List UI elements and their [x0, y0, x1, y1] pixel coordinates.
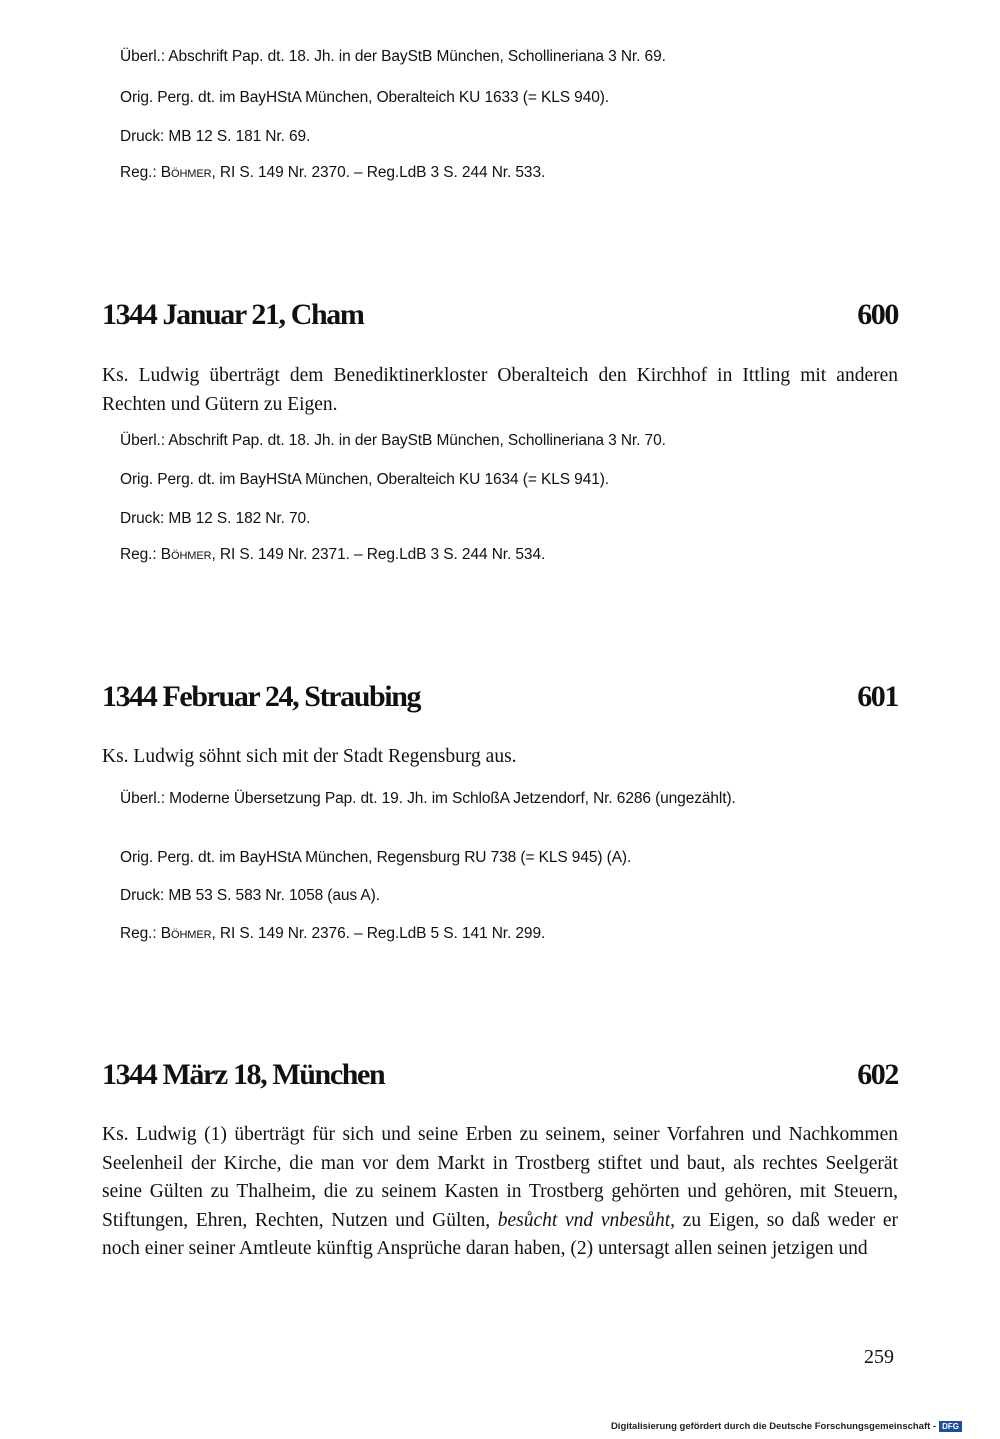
reg-prefix: Reg.:	[120, 546, 161, 563]
druck-line: Druck: MB 12 S. 181 Nr. 69.	[120, 128, 311, 145]
summary-text: Ks. Ludwig (1) überträgt für sich und seine Erben zu seinem, seiner Vorfahren und Nachkommen Seelenheil der Kirche, die man vor dem Markt in Trostberg stiftet und baut, als rechtes Seelgerät seine Gülten zu Thalheim, die zu seinem Kasten in Trostberg gehörten und gehören, mit Steuern, Stiftungen, Ehren, Rechten, Nutzen und Gülten,	[102, 1124, 898, 1231]
entry-date-place: 1344 Januar 21, Cham	[102, 298, 364, 331]
orig-line: Orig. Perg. dt. im BayHStA München, Oberalteich KU 1633 (= KLS 940).	[120, 89, 610, 106]
reg-author: Böhmer	[160, 546, 212, 563]
ueberl-line: Überl.: Abschrift Pap. dt. 18. Jh. in der BayStB München, Schollineriana 3 Nr. 69.	[120, 48, 666, 65]
page-number: 259	[864, 1346, 894, 1368]
dfg-logo: DFG	[939, 1421, 962, 1432]
druck-line: Druck: MB 12 S. 182 Nr. 70.	[120, 510, 311, 527]
entry-heading	[102, 680, 898, 714]
footer-credit	[611, 1421, 962, 1432]
orig-line: Orig. Perg. dt. im BayHStA München, Regensburg RU 738 (= KLS 945) (A).	[120, 849, 632, 866]
reg-rest: , RI S. 149 Nr. 2371. – Reg.LdB 3 S. 244 Nr. 534.	[211, 546, 546, 563]
reg-prefix: Reg.:	[120, 925, 161, 942]
reg-line	[120, 164, 545, 182]
summary-text: , zu Eigen, so daß weder er noch einer seiner Amtleute künftig Ansprüche daran haben, (2) untersagt allen seinen jetzigen und	[102, 1209, 898, 1259]
reg-line	[120, 925, 545, 943]
entry-summary: Ks. Ludwig überträgt dem Benediktinerkloster Oberalteich den Kirchhof in Ittling mit anderen Rechten und Gütern zu Eigen.	[102, 365, 898, 415]
footer-text: Digitalisierung gefördert durch die Deutsche Forschungsgemeinschaft -	[610, 1421, 937, 1433]
entry-date-place: 1344 März 18, München	[102, 1058, 385, 1091]
entry-heading	[102, 298, 898, 332]
reg-prefix: Reg.:	[120, 164, 161, 181]
entry-number: 600	[857, 298, 898, 331]
entry-date-place: 1344 Februar 24, Straubing	[102, 680, 421, 713]
reg-rest: , RI S. 149 Nr. 2370. – Reg.LdB 3 S. 244 Nr. 533.	[211, 164, 546, 181]
reg-author: Böhmer	[160, 164, 212, 181]
entry-summary	[102, 1121, 898, 1264]
entry-heading	[102, 1058, 898, 1092]
summary-quote: besůcht vnd vnbesůht	[497, 1209, 671, 1231]
druck-line: Druck: MB 53 S. 583 Nr. 1058 (aus A).	[120, 887, 380, 904]
entry-summary: Ks. Ludwig söhnt sich mit der Stadt Regensburg aus.	[102, 746, 517, 767]
orig-line: Orig. Perg. dt. im BayHStA München, Oberalteich KU 1634 (= KLS 941).	[120, 471, 610, 488]
entry-number: 601	[857, 680, 898, 713]
reg-line	[120, 546, 545, 564]
ueberl-line: Überl.: Moderne Übersetzung Pap. dt. 19. Jh. im SchloßA Jetzendorf, Nr. 6286 (ungezählt).	[120, 790, 736, 807]
ueberl-line: Überl.: Abschrift Pap. dt. 18. Jh. in der BayStB München, Schollineriana 3 Nr. 70.	[120, 432, 666, 449]
reg-author: Böhmer	[160, 925, 212, 942]
reg-rest: , RI S. 149 Nr. 2376. – Reg.LdB 5 S. 141 Nr. 299.	[211, 925, 546, 942]
entry-number: 602	[857, 1058, 898, 1091]
